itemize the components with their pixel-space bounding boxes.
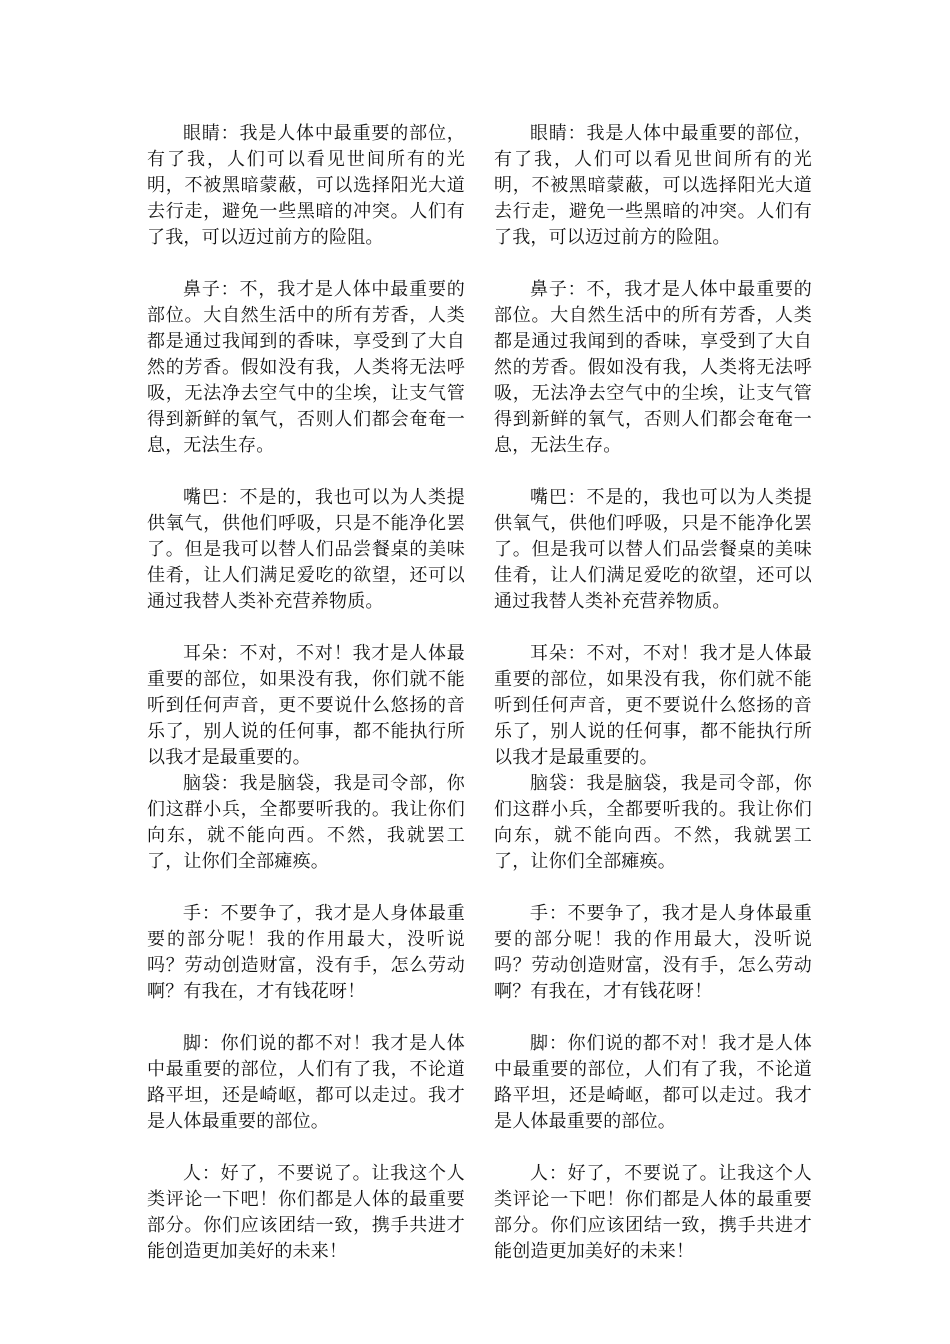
paragraph-hands: 手：不要争了，我才是人身体最重要的部分呢！我的作用最大，没听说吗？劳动创造财富，没有手，怎么劳动啊？有我在，才有钱花呀！ (147, 903, 465, 1002)
paragraph-nose: 鼻子：不，我才是人体中最重要的部位。大自然生活中的所有芳香，人类都是通过我闻到的香味，享受到了大自然的芳香。假如没有我，人类将无法呼吸，无法净去空气中的尘埃，让支气管得到新鲜的氧气，否则人们都会奄奄一息，无法生存。 (494, 279, 812, 456)
paragraph-person: 人：好了，不要说了。让我这个人类评论一下吧！你们都是人体的最重要部分。你们应该团结一致，携手共进才能创造更加美好的未来！ (494, 1163, 812, 1262)
paragraph-eyes: 眼睛：我是人体中最重要的部位，有了我，人们可以看见世间所有的光明，不被黑暗蒙蔽，可以选择阳光大道去行走，避免一些黑暗的冲突。人们有了我，可以迈过前方的险阻。 (494, 123, 812, 248)
paragraph-ears: 耳朵：不对，不对！我才是人体最重要的部位，如果没有我，你们就不能听到任何声音，更不要说什么悠扬的音乐了，别人说的任何事，都不能执行所以我才是最重要的。 (147, 643, 465, 768)
paragraph-head: 脑袋：我是脑袋，我是司令部，你们这群小兵，全都要听我的。我让你们向东，就不能向西。不然，我就罢工了，让你们全部瘫痪。 (147, 773, 465, 872)
right-column (494, 121, 812, 1265)
paragraph-hands: 手：不要争了，我才是人身体最重要的部分呢！我的作用最大，没听说吗？劳动创造财富，没有手，怎么劳动啊？有我在，才有钱花呀！ (494, 903, 812, 1002)
paragraph-nose: 鼻子：不，我才是人体中最重要的部位。大自然生活中的所有芳香，人类都是通过我闻到的香味，享受到了大自然的芳香。假如没有我，人类将无法呼吸，无法净去空气中的尘埃，让支气管得到新鲜的氧气，否则人们都会奄奄一息，无法生存。 (147, 279, 465, 456)
paragraph-mouth: 嘴巴：不是的，我也可以为人类提供氧气，供他们呼吸，只是不能净化罢了。但是我可以替人们品尝餐桌的美味佳肴，让人们满足爱吃的欲望，还可以通过我替人类补充营养物质。 (494, 487, 812, 612)
paragraph-ears: 耳朵：不对，不对！我才是人体最重要的部位，如果没有我，你们就不能听到任何声音，更不要说什么悠扬的音乐了，别人说的任何事，都不能执行所以我才是最重要的。 (494, 643, 812, 768)
paragraph-person: 人：好了，不要说了。让我这个人类评论一下吧！你们都是人体的最重要部分。你们应该团结一致，携手共进才能创造更加美好的未来！ (147, 1163, 465, 1262)
paragraph-feet: 脚：你们说的都不对！我才是人体中最重要的部位，人们有了我，不论道路平坦，还是崎岖，都可以走过。我才是人体最重要的部位。 (494, 1033, 812, 1132)
paragraph-feet: 脚：你们说的都不对！我才是人体中最重要的部位，人们有了我，不论道路平坦，还是崎岖，都可以走过。我才是人体最重要的部位。 (147, 1033, 465, 1132)
paragraph-mouth: 嘴巴：不是的，我也可以为人类提供氧气，供他们呼吸，只是不能净化罢了。但是我可以替人们品尝餐桌的美味佳肴，让人们满足爱吃的欲望，还可以通过我替人类补充营养物质。 (147, 487, 465, 612)
paragraph-eyes: 眼睛：我是人体中最重要的部位，有了我，人们可以看见世间所有的光明，不被黑暗蒙蔽，可以选择阳光大道去行走，避免一些黑暗的冲突。人们有了我，可以迈过前方的险阻。 (147, 123, 465, 248)
left-column (147, 121, 465, 1265)
paragraph-head: 脑袋：我是脑袋，我是司令部，你们这群小兵，全都要听我的。我让你们向东，就不能向西。不然，我就罢工了，让你们全部瘫痪。 (494, 773, 812, 872)
